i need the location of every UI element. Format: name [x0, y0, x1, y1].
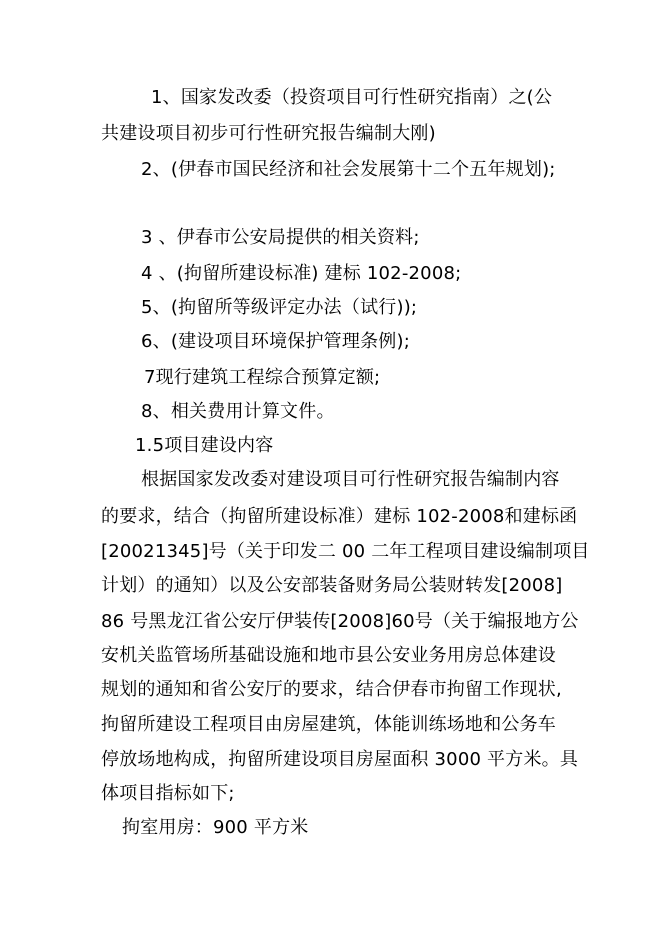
paragraph-line: 体项目指标如下;: [101, 783, 235, 804]
reference-item-8: 8、相关费用计算文件。: [141, 401, 335, 422]
paragraph-line: [20021345]号（关于印发二 00 二年工程项目建设编制项目: [101, 541, 590, 562]
reference-item-6: 6、(建设项目环境保护管理条例);: [141, 331, 410, 352]
indicator-line: 拘室用房：900 平方米: [122, 817, 309, 838]
reference-item-2: 2、(伊春市国民经济和社会发展第十二个五年规划);: [141, 159, 556, 180]
section-heading: 1.5项目建设内容: [135, 435, 274, 456]
reference-item-4: 4 、(拘留所建设标准) 建标 102-2008;: [141, 263, 462, 284]
paragraph-line: 86 号黑龙江省公安厅伊装传[2008]60号（关于编报地方公: [101, 611, 579, 632]
reference-item-3: 3 、伊春市公安局提供的相关资料;: [141, 227, 420, 248]
paragraph-line: 规划的通知和省公安厅的要求，结合伊春市拘留工作现状,: [101, 679, 562, 700]
paragraph-line: 拘留所建设工程项目由房屋建筑，体能训练场地和公务车: [101, 714, 556, 735]
paragraph-line: 安机关监管场所基础设施和地市县公安业务用房总体建设: [101, 645, 556, 666]
paragraph-line: 停放场地构成，拘留所建设项目房屋面积 3000 平方米。具: [101, 749, 579, 770]
reference-item-5: 5、(拘留所等级评定办法（试行));: [141, 297, 418, 318]
paragraph-line: 的要求，结合（拘留所建设标准）建标 102-2008和建标函: [101, 506, 578, 527]
paragraph-line: 根据国家发改委对建设项目可行性研究报告编制内容: [141, 469, 560, 490]
reference-item-1-continued: 共建设项目初步可行性研究报告编制大刚): [101, 123, 436, 144]
reference-item-7: 7现行建筑工程综合预算定额;: [144, 367, 381, 388]
reference-item-1: 1、国家发改委（投资项目可行性研究指南）之(公: [151, 87, 553, 108]
paragraph-line: 计划）的通知）以及公安部装备财务局公装财转发[2008]: [101, 575, 563, 596]
